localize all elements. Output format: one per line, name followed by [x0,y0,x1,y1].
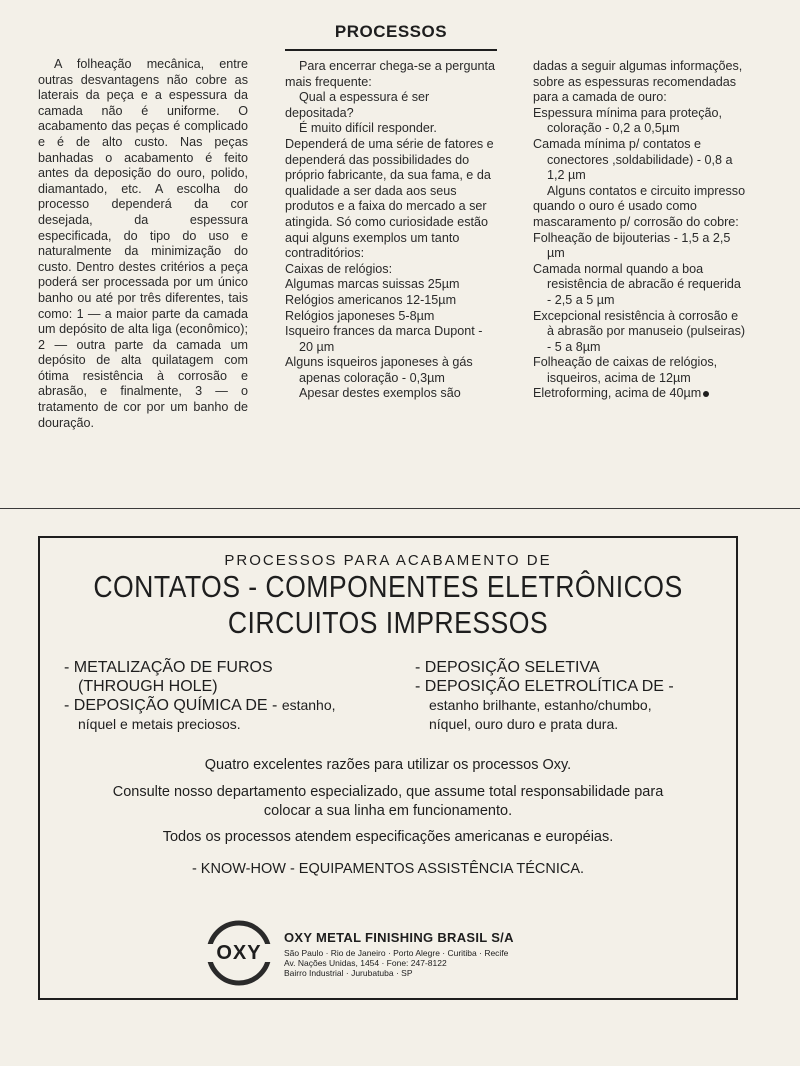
company-street: Av. Nações Unidas, 1454 · Fone: 247-8122 [284,958,447,968]
section-title: PROCESSOS [334,22,448,41]
ad-service-item: - METALIZAÇÃO DE FUROS [64,659,273,676]
col3-item [533,386,747,402]
ad-title-line-2: CIRCUITOS IMPRESSOS [227,605,549,640]
column-3 [533,59,747,402]
col3-item: Camada normal quando a boa resistência de abracão é requerida - 2,5 a 5 µm [533,261,741,307]
col3-item: Folheação de bijouterias - 1,5 a 2,5 µm [533,230,731,261]
ad-service-item [64,696,404,715]
company-name: OXY METAL FINISHING BRASIL S/A [284,930,514,945]
ad-services-left [64,658,404,734]
column-2 [285,59,497,402]
ad-service-item-detail: (THROUGH HOLE) [78,678,218,695]
ad-line: - KNOW-HOW - EQUIPAMENTOS ASSISTÊNCIA TÉCNICA. [191,861,585,877]
oxy-logo-text: OXY [216,942,262,964]
section-divider [0,508,800,509]
col2-item: Isqueiro frances da marca Dupont - 20 µm [285,324,483,354]
col2-item: Relógios americanos 12-15µm [285,292,457,307]
col2-item: Relógios japoneses 5-8µm [285,308,435,323]
col3-paragraph: Alguns contatos e circuito impresso quando o ouro é usado como mascaramento p/ corrosão do cobre: [533,183,746,229]
col3-last-text: Eletroforming, acima de 40µm [533,386,702,401]
ad-service-heading: - DEPOSIÇÃO QUÍMICA DE - [64,697,278,714]
company-address [284,948,508,978]
company-district: Bairro Industrial · Jurubatuba · SP [284,968,413,978]
ad-line: Consulte nosso departamento especializado, que assume total responsabilidade para [112,784,664,800]
col3-item: Excepcional resistência à corrosão e à abrasão por manuseio (pulseiras) - 5 a 8µm [533,308,746,354]
end-bullet-icon [703,391,709,397]
ad-services-right [415,658,735,734]
ad-line: Todos os processos atendem especificações americanas e européias. [162,829,614,845]
col3-item: Folheação de caixas de relógios, isqueiros, acima de 12µm [533,355,718,385]
col2-item: Caixas de relógios: [285,261,393,276]
col3-item: Camada mínima p/ contatos e conectores ,soldabilidade) - 0,8 a 1,2 µm [533,136,733,183]
col2-question: Qual a espessura é ser depositada? [285,90,430,120]
ad-subtitle: PROCESSOS PARA ACABAMENTO DE [224,552,552,569]
ad-service-item: - DEPOSIÇÃO SELETIVA [415,659,600,676]
col3-intro: dadas a seguir algumas informações, sobre as espessuras recomendadas para a camada de ouro: [533,59,743,105]
col1-paragraph: A folheação mecânica, entre outras desvantagens não cobre as laterais da peça e a espessura da camada não é uniforme. O acabamento das peças é complicado e é de alto custo. Nas peças banhadas o acabamento é feito antes da deposição do ouro, polido, diamantado, etc. A escolha do processo dependerá da cor desejada, da espessura especificada, do tipo do uso e naturalmente da minimização do custo. Dentro destes critérios a peça poderá ser processada por um único banho ou até por três diferentes, tais como: 1 — a maior parte da camada um depósito de alta liga (econômico); 2 — outra parte da camada um depósito de alta quilatagem com ótima resistência à corrosão e abrasão, e finalmente, 3 — o tratamento de cor por um banho de douração. [38,57,248,430]
ad-line: Quatro excelentes razões para utilizar os processos Oxy. [204,757,572,773]
ad-service-detail: estanho, [281,697,336,713]
col2-last: Apesar destes exemplos são [299,386,461,401]
col2-item: Alguns isqueiros japoneses à gás apenas coloração - 0,3µm [285,355,473,385]
ad-service-item-detail: estanho brilhante, estanho/chumbo, [429,697,652,713]
col2-item: Algumas marcas suissas 25µm [285,277,460,292]
col2-intro: Para encerrar chega-se a pergunta mais frequente: [285,59,496,89]
ad-line: colocar a sua linha em funcionamento. [263,803,513,819]
ad-title-line-1: CONTATOS - COMPONENTES ELETRÔNICOS [93,569,683,604]
col2-answer: É muito difícil responder. Dependerá de uma série de fatores e dependerá das possibilidades do próprio fabricante, da sua fama, e da qualidade a ser dada aos seus produtos e a faixa do mercado a ser atingida. Só como curiosidade estão aqui alguns exemplos um tanto contraditórios: [285,121,494,261]
advertisement-box [38,536,738,1000]
column-1 [38,57,248,431]
title-underline [285,49,497,51]
ad-service-item: - DEPOSIÇÃO ELETROLÍTICA DE - [415,678,674,695]
col3-item: Espessura mínima para proteção, coloração - 0,2 a 0,5µm [533,105,722,136]
company-cities: São Paulo · Rio de Janeiro · Porto Alegre · Curitiba · Recife [284,948,509,958]
ad-service-item-detail: níquel e metais preciosos. [78,716,241,732]
oxy-logo [206,920,272,986]
ad-service-item-detail: níquel, ouro duro e prata dura. [429,716,619,732]
